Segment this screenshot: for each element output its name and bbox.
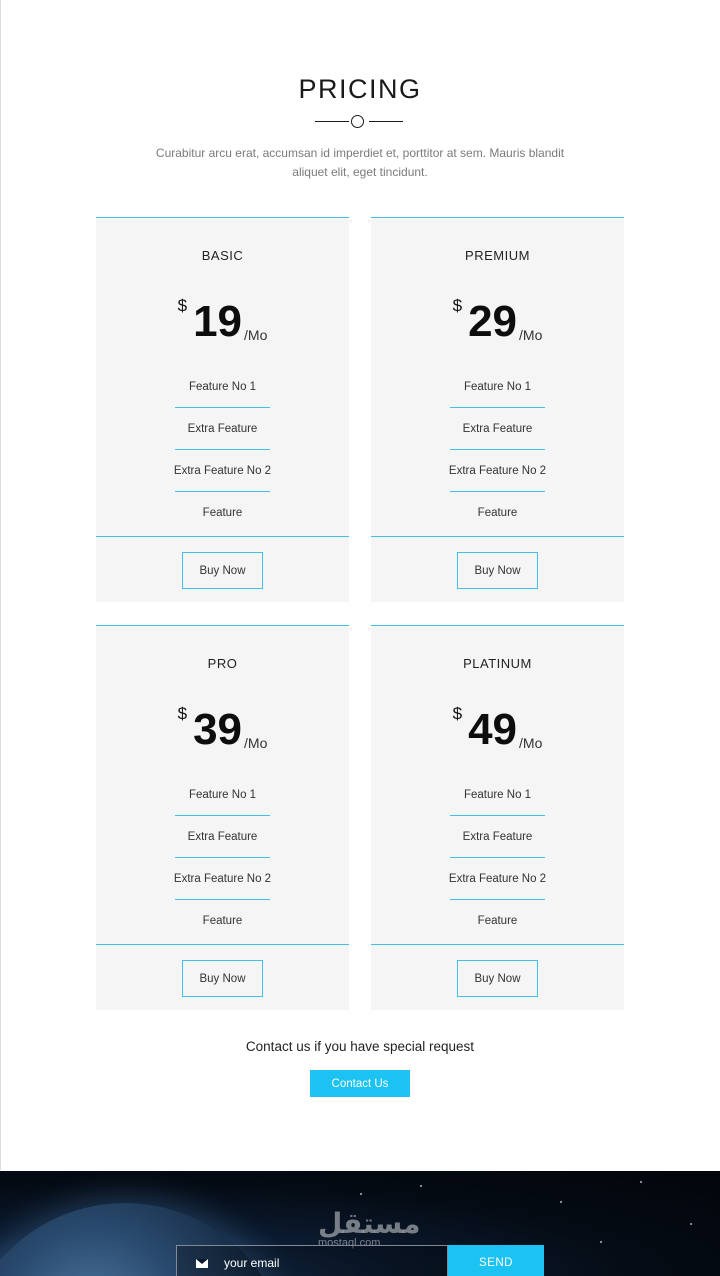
plan-name: PLATINUM	[463, 656, 532, 671]
feature-item: Extra Feature No 2	[371, 450, 624, 492]
card-footer-divider	[371, 536, 624, 537]
feature-item: Feature	[202, 507, 243, 519]
email-field[interactable]	[176, 1245, 448, 1276]
buy-now-button-basic[interactable]: Buy Now	[182, 552, 263, 589]
price-period: /Mo	[244, 735, 268, 751]
star-decoration	[640, 1181, 642, 1183]
plan-name: BASIC	[201, 248, 244, 263]
plan-name: PRO	[207, 656, 238, 671]
newsletter-footer	[0, 1171, 720, 1276]
price-period: /Mo	[519, 327, 543, 343]
price	[371, 704, 624, 754]
feature-item: Feature No 1	[371, 774, 624, 816]
star-decoration	[560, 1201, 562, 1203]
feature-item: Extra Feature	[96, 408, 349, 450]
card-footer-divider	[96, 944, 349, 945]
price-amount: 39	[193, 705, 243, 754]
price-amount: 49	[468, 705, 518, 754]
feature-item: Extra Feature	[371, 816, 624, 858]
plan-name: PREMIUM	[465, 248, 530, 263]
feature-list	[371, 366, 624, 534]
buy-now-button-platinum[interactable]: Buy Now	[457, 960, 538, 997]
star-decoration	[360, 1193, 362, 1195]
feature-item: Extra Feature No 2	[96, 450, 349, 492]
feature-list	[371, 774, 624, 942]
feature-list	[96, 366, 349, 534]
divider-line-right	[369, 121, 403, 122]
watermark-logo: مستقل	[318, 1207, 421, 1240]
mail-icon	[196, 1259, 208, 1268]
price-currency: $	[177, 704, 188, 723]
feature-item: Feature	[202, 915, 243, 927]
plan-card-platinum	[371, 625, 624, 1010]
plan-card-premium	[371, 217, 624, 602]
feature-list	[96, 774, 349, 942]
divider-line-left	[315, 121, 349, 122]
star-decoration	[600, 1241, 602, 1243]
email-input[interactable]	[222, 1255, 426, 1271]
price-currency: $	[452, 704, 463, 723]
plan-card-pro	[96, 625, 349, 1010]
price-amount: 29	[468, 297, 518, 346]
feature-item: Feature	[477, 507, 518, 519]
feature-item: Extra Feature	[371, 408, 624, 450]
page-left-border	[0, 0, 1, 1170]
send-button[interactable]: SEND	[448, 1245, 544, 1276]
card-footer-divider	[96, 536, 349, 537]
star-decoration	[420, 1185, 422, 1187]
feature-item: Feature No 1	[96, 774, 349, 816]
title-divider	[315, 114, 403, 130]
feature-item: Extra Feature No 2	[371, 858, 624, 900]
contact-us-button[interactable]: Contact Us	[310, 1070, 410, 1097]
plan-card-basic	[96, 217, 349, 602]
feature-item: Feature No 1	[96, 366, 349, 408]
price-period: /Mo	[519, 735, 543, 751]
card-footer-divider	[371, 944, 624, 945]
price-amount: 19	[193, 297, 243, 346]
price-currency: $	[452, 296, 463, 315]
buy-now-button-premium[interactable]: Buy Now	[457, 552, 538, 589]
feature-item: Extra Feature No 2	[96, 858, 349, 900]
feature-item: Extra Feature	[96, 816, 349, 858]
page-title: PRICING	[298, 74, 422, 104]
pricing-subtitle: Curabitur arcu erat, accumsan id imperdiet et, porttitor at sem. Mauris blandit aliquet elit, eget tincidunt.	[155, 146, 565, 179]
watermark-url: mostaql.com	[318, 1237, 381, 1249]
star-decoration	[690, 1223, 692, 1225]
price	[371, 296, 624, 346]
price-currency: $	[177, 296, 188, 315]
contact-prompt: Contact us if you have special request	[245, 1039, 475, 1054]
price	[96, 704, 349, 754]
feature-item: Feature	[477, 915, 518, 927]
feature-item: Feature No 1	[371, 366, 624, 408]
divider-circle-icon	[351, 115, 364, 128]
price-period: /Mo	[244, 327, 268, 343]
price	[96, 296, 349, 346]
buy-now-button-pro[interactable]: Buy Now	[182, 960, 263, 997]
